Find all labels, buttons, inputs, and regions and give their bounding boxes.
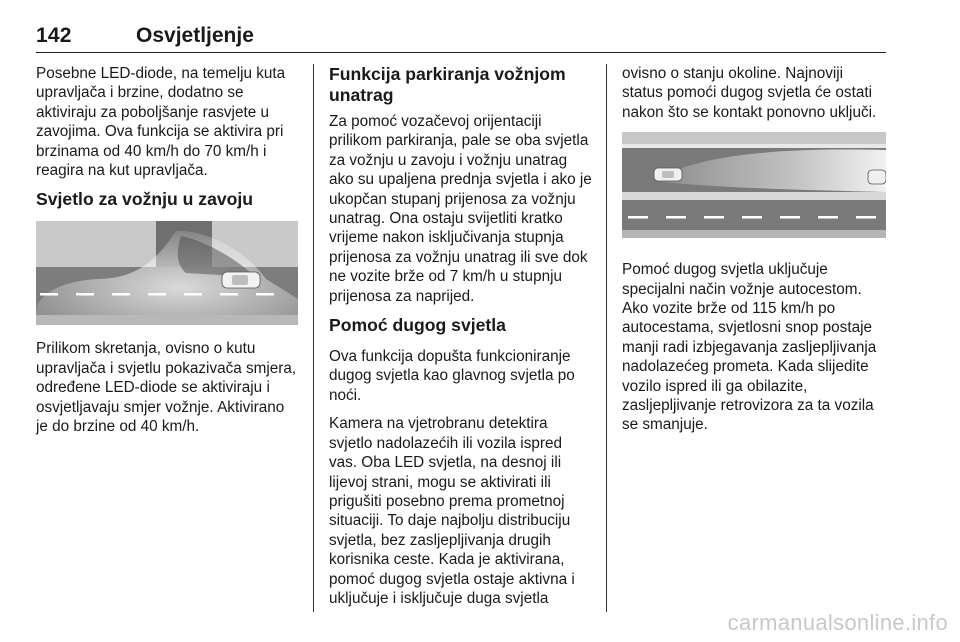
section-heading-reverse-parking: Funkcija parkiranja vožnjom unatrag xyxy=(329,64,566,105)
section-heading-high-beam-assist: Pomoć dugog svjetla xyxy=(329,315,506,336)
section-heading-cornering-light: Svjetlo za vožnju u zavoju xyxy=(36,189,254,210)
page-number: 142 xyxy=(36,24,72,47)
intro-paragraph: Posebne LED-diode, na temelju kuta upravljača i brzine, dodatno se aktiviraju za poboljšanje rasvjete u zavojima. Ova funkcija se aktivira pri brzinama od 40 km/h do 70 km/h i reagira na kut upravljača. xyxy=(36,65,286,180)
column-3 xyxy=(622,64,888,444)
page-title: Osvjetljenje xyxy=(136,24,254,47)
cornering-light-paragraph: Prilikom skretanja, ovisno o kutu upravljača i svjetlu pokazivača smjera, određene LED-diode se aktiviraju i osvjetljavaju smjer vožnje. Aktivirano je do brzine od 40 km/h. xyxy=(36,340,297,436)
cornering-light-illustration xyxy=(36,221,298,325)
roadside-top xyxy=(622,132,886,144)
road-edge xyxy=(622,230,886,238)
reverse-parking-paragraph: Za pomoć vozačevoj orijentaciji prilikom parkiranja, pale se oba svjetla za vožnju u zavoju i vožnju unatrag ako su upaljena prednja svjetla i ako je ukopčan stupanj prijenosa za vožnju unatrag. Ona ostaju svijetliti kratko vrijeme nakon isključivanja stupnja prijenosa za vožnju unatrag ili sve dok ne vozite brže od 7 km/h u stupnju prijenosa za naprijed. xyxy=(329,113,592,305)
watermark-text: carmanualsonline.info xyxy=(727,610,948,635)
page-header xyxy=(36,22,886,53)
own-car-icon xyxy=(868,170,886,184)
oncoming-car-icon xyxy=(654,168,682,181)
high-beam-paragraph-2: Kamera na vjetrobranu detektira svjetlo nadolazećih ili vozila ispred vas. Oba LED svjetla, na desnoj ili lijevoj strani, mogu se aktivirati ili prigušiti posebno prema prometnoj situaciji. To daje najbolju distribuciju svjetla, bez zasljepljivanja drugih korisnika ceste. Kada je aktivirana, pomoć dugog svjetla ostaje aktivna i uključuje i isključuje duga svjetla xyxy=(329,415,575,607)
high-beam-continuation-paragraph: ovisno o stanju okoline. Najnoviji status pomoći dugog svjetla će ostati nakon što se kontakt ponovno uključi. xyxy=(622,65,877,121)
road-edge xyxy=(36,315,298,325)
motorway-high-beam-illustration xyxy=(622,132,886,238)
roadside-area xyxy=(36,221,156,267)
column-divider-right xyxy=(606,64,607,612)
median-strip xyxy=(622,192,886,200)
motorway-mode-paragraph: Pomoć dugog svjetla uključuje specijalni način vožnje autocestom. Ako vozite brže od 115 km/h po autocestama, svjetlosni snop postaje manji radi izbjegavanja zasljepljivanja nadolazećeg prometa. Kada slijedite vozilo ispred ili ga obilazite, zasljepljivanje retrovizora za ta vozila se smanjuje. xyxy=(622,261,877,434)
column-1 xyxy=(36,64,300,445)
high-beam-paragraph-1: Ova funkcija dopušta funkcioniranje dugog svjetla kao glavnog svjetla po noći. xyxy=(329,348,575,404)
column-2 xyxy=(329,64,593,617)
car-icon xyxy=(222,272,260,288)
column-divider-left xyxy=(313,64,314,612)
